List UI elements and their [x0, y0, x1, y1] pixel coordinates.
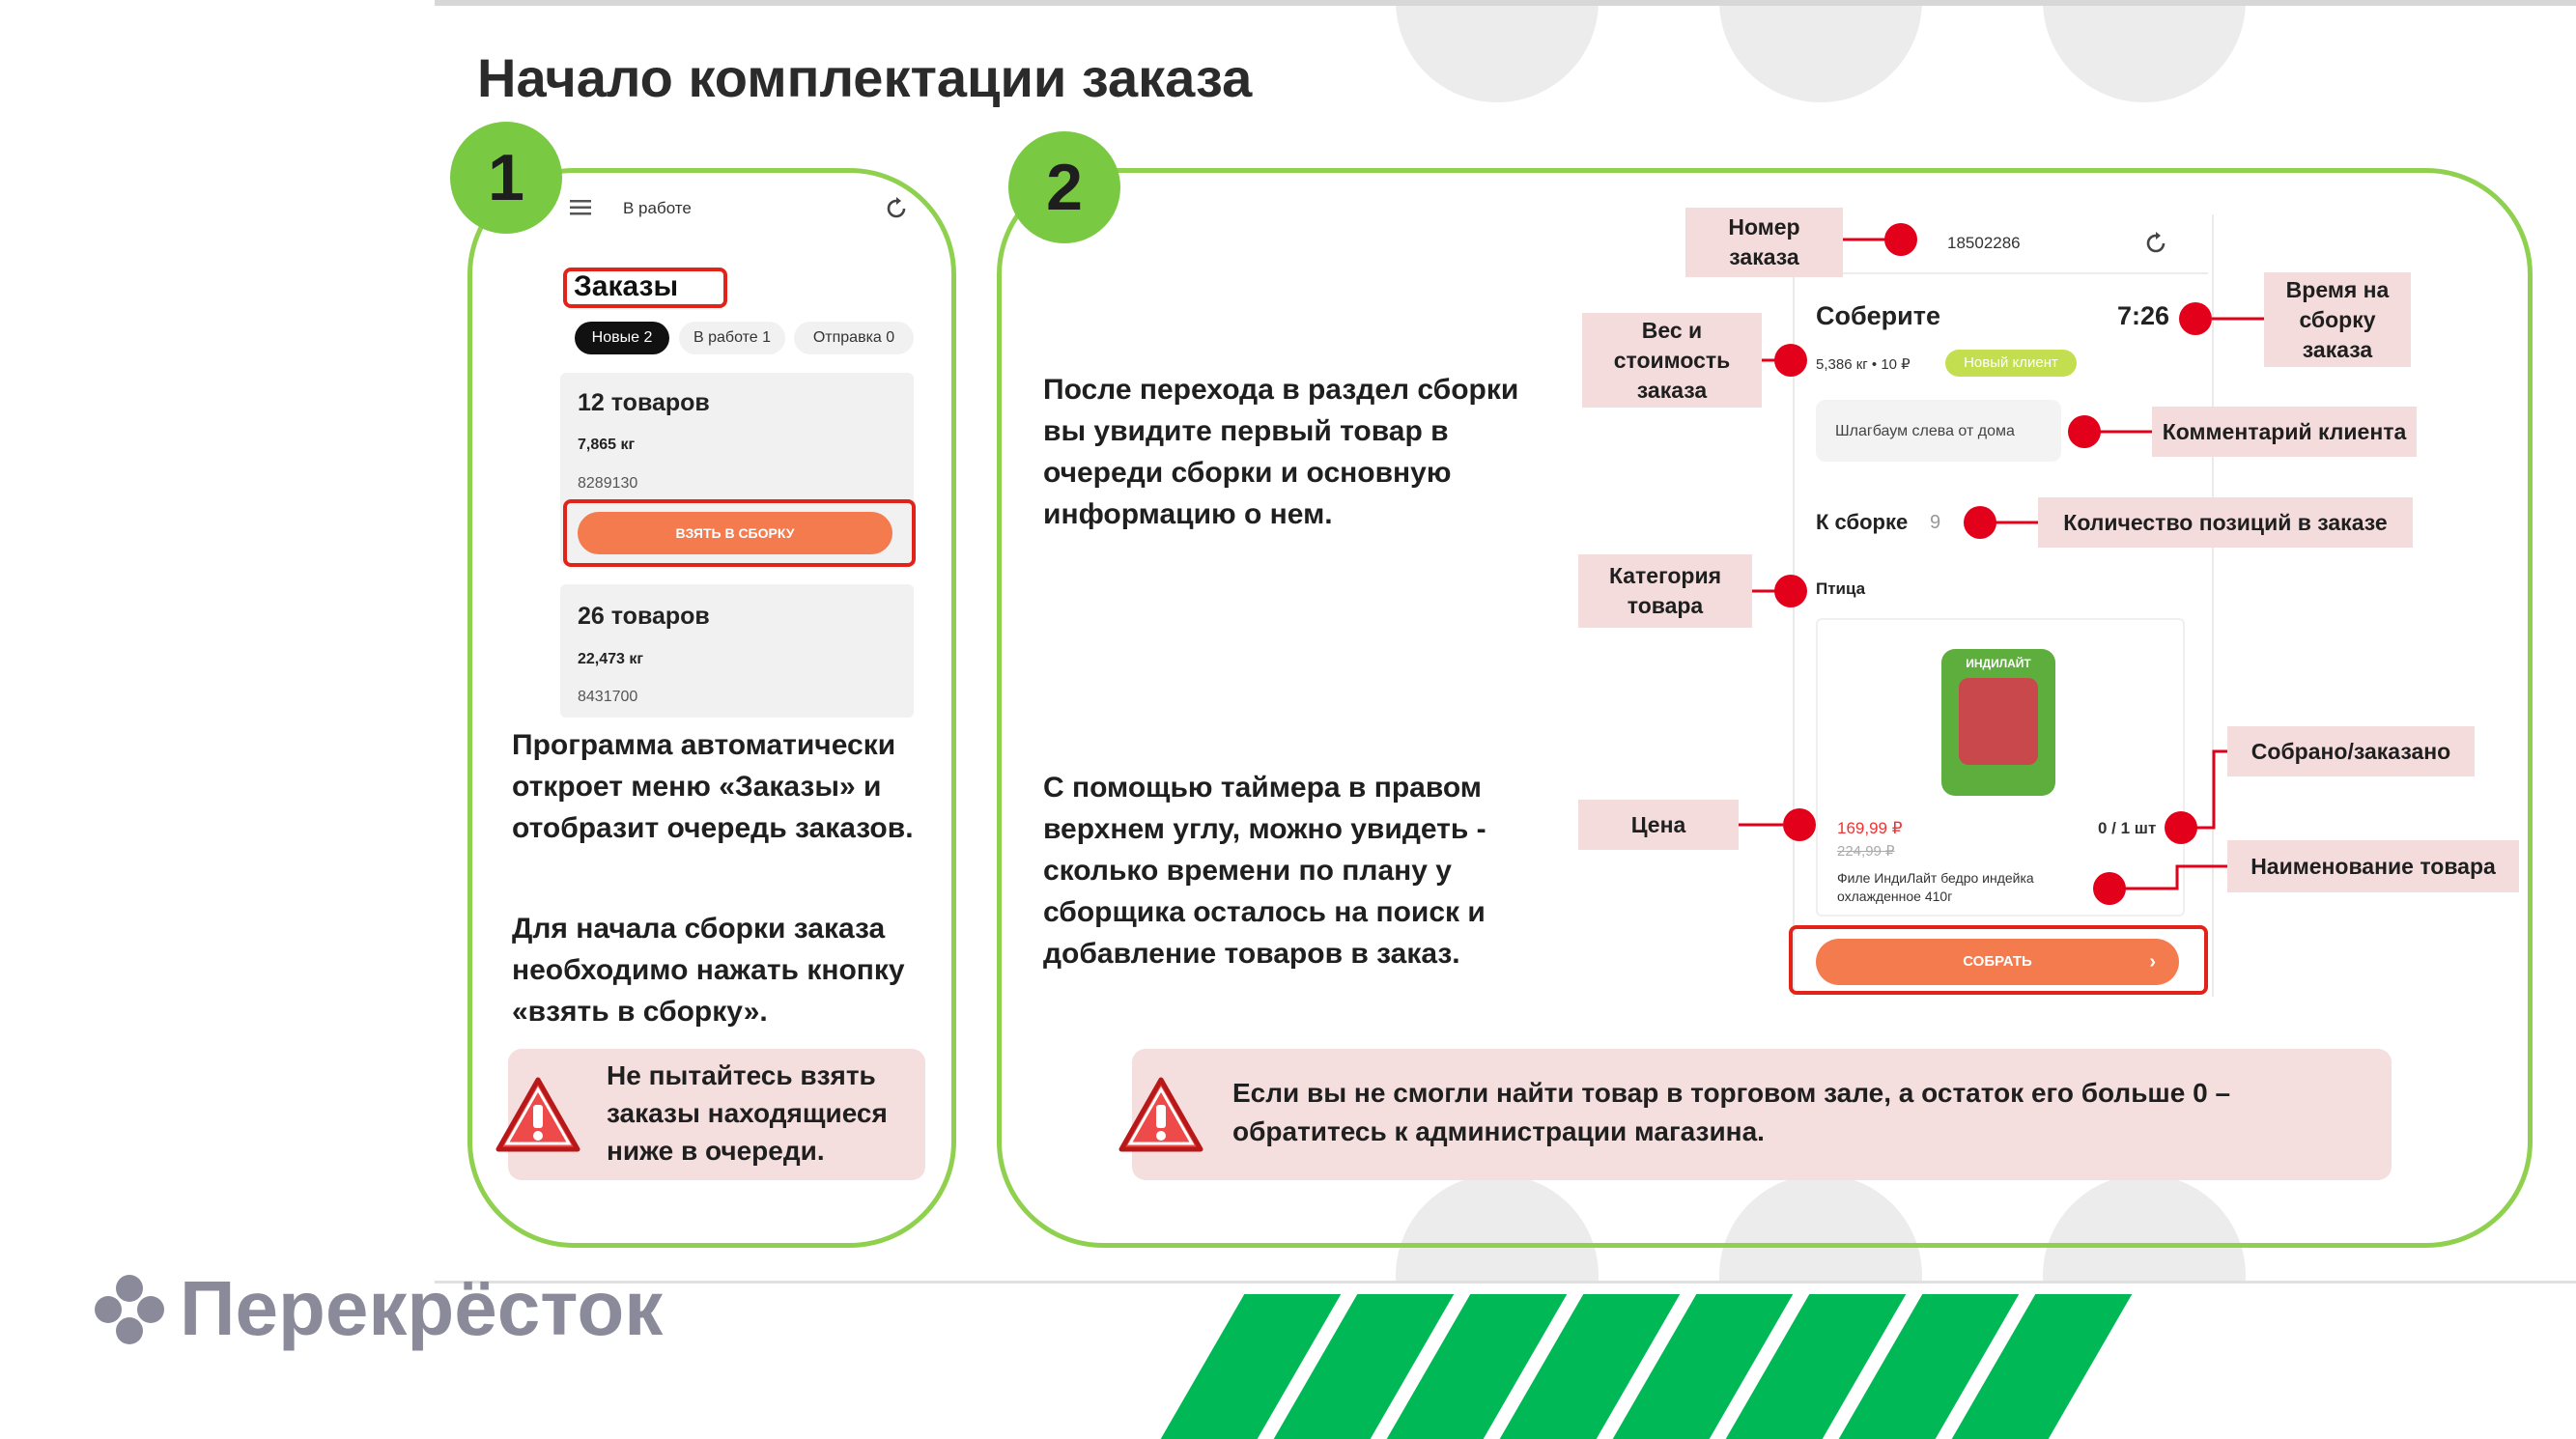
callout-client-comment: Комментарий клиента [2152, 407, 2417, 457]
callout-dot [2093, 872, 2126, 905]
to-collect-count: 9 [1930, 512, 1941, 533]
callout-dot [1774, 344, 1807, 377]
step2-warning-text: Если вы не смогли найти товар в торговом зале, а остаток его больше 0 – обратитесь к администрации магазина. [1232, 1078, 2231, 1146]
order-id: 8289130 [578, 475, 638, 492]
brand-name: Перекрёсток [180, 1265, 664, 1351]
product-old-price: 224,99 ₽ [1837, 843, 1895, 860]
callout-dot [2179, 302, 2212, 335]
step1-text-2: Для начала сборки заказа необходимо нажать кнопку «взять в сборку». [512, 913, 905, 1028]
assembly-timer: 7:26 [2117, 301, 2170, 330]
brand-clover-icon [93, 1273, 166, 1346]
tab-sending[interactable]: Отправка 0 [794, 322, 914, 354]
order-id: 8431700 [578, 689, 638, 705]
order-items-count: 26 товаров [578, 603, 710, 630]
product-price: 169,99 ₽ [1837, 819, 1903, 837]
product-brand: ИНДИЛАЙТ [1966, 657, 2031, 670]
product-quantity: 0 / 1 шт [2098, 819, 2157, 837]
chevron-right-icon: › [2149, 951, 2156, 973]
new-client-badge: Новый клиент [1945, 350, 2077, 377]
take-to-assembly-button[interactable]: ВЗЯТЬ В СБОРКУ [578, 512, 892, 554]
client-comment: Шлагбаум слева от дома [1835, 423, 2015, 439]
collect-button-label: СОБРАТЬ [1963, 953, 2032, 970]
callout-dot [2068, 415, 2101, 448]
step2-text-2: С помощью таймера в правом верхнем углу, можно увидеть - сколько времени по плану у сборщика осталось на поиск и добавление товаров в заказ. [1043, 772, 1486, 970]
step2-text-1: После перехода в раздел сборки вы увидите первый товар в очереди сборки и основную информацию о нем. [1043, 374, 1519, 530]
product-name: Филе ИндиЛайт бедро индейка охлажденное 410г [1837, 870, 2034, 904]
to-collect-label: К сборке [1816, 510, 1909, 534]
step1-text-1: Программа автоматически откроет меню «Заказы» и отобразит очередь заказов. [512, 729, 914, 844]
warning-icon [1116, 1074, 1206, 1157]
callout-dot [1774, 575, 1807, 607]
callout-weight-cost: Вес и стоимость заказа [1582, 313, 1762, 408]
callout-dot [1884, 223, 1917, 256]
tab-in-work[interactable]: В работе 1 [679, 322, 785, 354]
callout-dot [1964, 506, 1996, 539]
callout-order-number: Номер заказа [1685, 208, 1843, 277]
tab-new[interactable]: Новые 2 [575, 322, 669, 354]
assembly-heading: Соберите [1816, 301, 1941, 330]
order-weight-cost: 5,386 кг • 10 ₽ [1816, 356, 1911, 373]
callout-category: Категория товара [1578, 554, 1752, 628]
step1-number: 1 [450, 122, 562, 234]
orders-title: Заказы [574, 270, 679, 302]
order-weight: 22,473 кг [578, 651, 644, 667]
order-weight: 7,865 кг [578, 437, 636, 453]
callout-price: Цена [1578, 800, 1739, 850]
phone1-status: В работе [623, 199, 692, 217]
callout-dot [1783, 808, 1816, 841]
slide-title: Начало комплектации заказа [477, 47, 1253, 108]
callout-collected-ordered: Собрано/заказано [2227, 726, 2475, 776]
order-items-count: 12 товаров [578, 389, 710, 416]
callout-product-name: Наименование товара [2227, 840, 2519, 892]
step1-warning-text: Не пытайтесь взять заказы находящиеся ниже в очереди. [607, 1060, 888, 1166]
callout-positions-count: Количество позиций в заказе [2038, 497, 2413, 548]
step2-number: 2 [1008, 131, 1120, 243]
product-category: Птица [1816, 579, 1866, 598]
order-number: 18502286 [1947, 234, 2021, 252]
callout-dot [2165, 811, 2197, 844]
callout-assembly-time: Время на сборку заказа [2264, 272, 2411, 367]
